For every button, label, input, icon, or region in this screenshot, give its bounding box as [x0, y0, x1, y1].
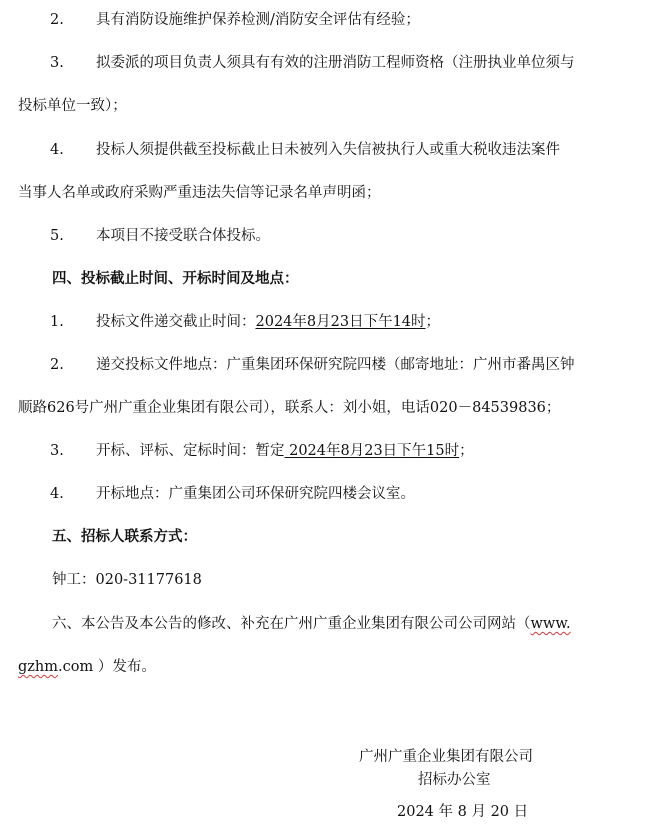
item-text: 顺路626号广州广重企业集团有限公司），联系人：刘小姐，电话020－84539836； — [18, 400, 561, 416]
item-text: 投标单位一致）； — [18, 98, 127, 114]
item-text: 递交投标文件地点：广重集团环保研究院四楼（邮寄地址：广州市番禺区钟 — [96, 357, 575, 373]
item-text: 开标地点：广重集团公司环保研究院四楼会议室。 — [96, 486, 415, 502]
notice-text-part: 六、本公告及本公告的修改、补充在广州广重企业集团有限公司公司网站（ — [52, 616, 531, 632]
item-text: 当事人名单或政府采购严重违法失信等记录名单声明函； — [18, 185, 381, 201]
item-text: 拟委派的项目负责人须具有有效的注册消防工程师资格（注册执业单位须与 — [96, 55, 575, 71]
item-number: 2. — [50, 12, 64, 28]
item-number: 5. — [50, 228, 64, 244]
item-text: 本项目不接受联合体投标。 — [96, 228, 270, 244]
signature-company: 广州广重企业集团有限公司 — [359, 749, 533, 765]
item-number: 1. — [50, 314, 64, 330]
notice-text-part: .com ）发布。 — [58, 659, 156, 675]
signature-office: 招标办公室 — [418, 772, 491, 788]
signature-date: 2024 年 8 月 20 日 — [397, 804, 529, 820]
item-text: 具有消防设施维护保养检测/消防安全评估有经验； — [96, 12, 420, 28]
punctuation: ； — [459, 443, 474, 459]
deadline-value: 2024年8月23日下午14时 — [255, 314, 426, 330]
contact-text: 钟工：020-31177618 — [52, 572, 202, 588]
item-text: 投标人须提供截至投标截止日未被列入失信被执行人或重大税收违法案件 — [96, 142, 560, 158]
item-text — [96, 441, 474, 461]
item-number: 4. — [50, 142, 64, 158]
item-number: 3. — [50, 55, 64, 71]
item-number: 4. — [50, 486, 64, 502]
item-number: 2. — [50, 357, 64, 373]
item-number: 3. — [50, 443, 64, 459]
website-link[interactable]: www. — [530, 616, 571, 632]
section-heading: 五、招标人联系方式： — [52, 528, 197, 545]
item-text — [96, 312, 440, 332]
deadline-label: 投标文件递交截止时间： — [96, 314, 256, 330]
notice-text — [52, 614, 571, 634]
opening-time-label: 开标、评标、定标时间：暂定 — [96, 443, 285, 459]
section-heading: 四、投标截止时间、开标时间及地点： — [52, 270, 299, 287]
opening-time-value: 2024年8月23日下午15时 — [284, 443, 460, 459]
website-link-continued[interactable]: gzhm — [18, 659, 59, 675]
notice-text — [18, 657, 156, 677]
punctuation: ； — [425, 314, 441, 330]
